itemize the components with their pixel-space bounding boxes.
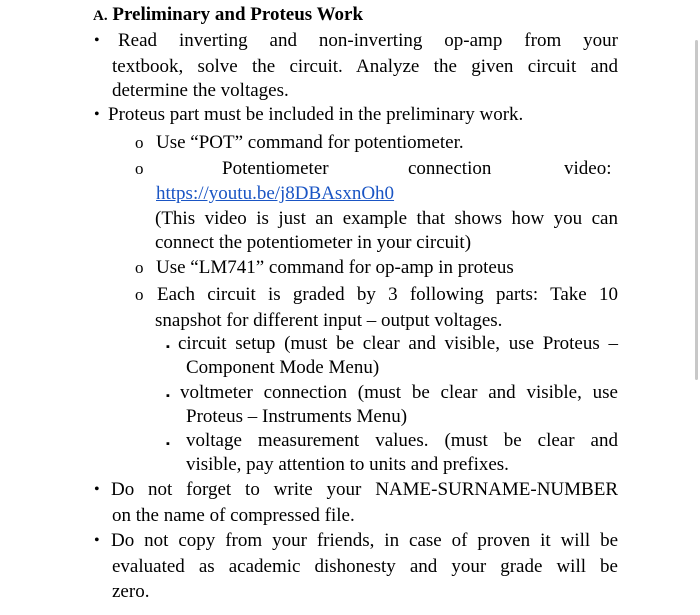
bullet-icon: •: [94, 32, 100, 49]
circle-bullet-icon: o: [135, 258, 144, 277]
tertiary-3-line-1: voltage measurement values. (must be clear and: [186, 430, 618, 451]
sub-2-word-2: connection: [408, 158, 492, 179]
bullet-1-line-3: determine the voltages.: [112, 80, 289, 101]
bullet-icon: •: [94, 481, 100, 498]
sub-4-line-1: Each circuit is graded by 3 following parts: Take 10: [157, 284, 618, 305]
sub-2-word-3: video:: [564, 158, 612, 179]
bullet-icon: •: [94, 532, 100, 549]
sub-4-line-2: snapshot for different input – output voltages.: [155, 310, 503, 331]
sub-3-line-1: Use “LM741” command for op-amp in proteus: [156, 257, 514, 278]
bullet-3-line-1: Do not forget to write your NAME-SURNAME-NUMBER: [111, 479, 618, 500]
section-heading: [93, 3, 363, 28]
scrollbar[interactable]: [695, 40, 698, 380]
sub-2-word-1: Potentiometer: [222, 158, 329, 179]
square-bullet-icon: ▪: [166, 390, 170, 402]
section-title: Preliminary and Proteus Work: [112, 4, 364, 25]
circle-bullet-icon: o: [135, 285, 144, 304]
bullet-icon: •: [94, 106, 100, 123]
tertiary-1-line-2: Component Mode Menu): [186, 357, 380, 378]
bullet-4-line-3: zero.: [112, 581, 150, 602]
tertiary-2-line-2: Proteus – Instruments Menu): [186, 406, 408, 427]
sub-2-line-4: connect the potentiometer in your circuit): [155, 232, 472, 253]
bullet-4-line-2: evaluated as academic dishonesty and your grade will be: [112, 556, 618, 577]
tertiary-3-line-2: visible, pay attention to units and prefixes.: [186, 454, 509, 475]
tertiary-1-line-1: circuit setup (must be clear and visible, use Proteus –: [178, 333, 618, 354]
bullet-4-line-1: Do not copy from your friends, in case of proven it will be: [111, 530, 618, 551]
bullet-3-line-2: on the name of compressed file.: [112, 505, 355, 526]
sub-2-line-3: (This video is just an example that shows how you can: [155, 208, 618, 229]
sub-1-line-1: Use “POT” command for potentiometer.: [156, 132, 464, 153]
tertiary-2-line-1: voltmeter connection (must be clear and visible, use: [180, 382, 618, 403]
bullet-1-line-2: textbook, solve the circuit. Analyze the given circuit and: [112, 56, 618, 77]
circle-bullet-icon: o: [135, 133, 144, 152]
video-link[interactable]: https://youtu.be/j8DBAsxnOh0: [156, 183, 395, 204]
bullet-2-line-1: Proteus part must be included in the preliminary work.: [108, 104, 524, 125]
section-letter: A.: [93, 8, 108, 24]
bullet-1-line-1: Read inverting and non-inverting op-amp from your: [118, 30, 618, 51]
square-bullet-icon: ▪: [166, 341, 170, 353]
circle-bullet-icon: o: [135, 159, 144, 178]
square-bullet-icon: ▪: [166, 438, 170, 450]
